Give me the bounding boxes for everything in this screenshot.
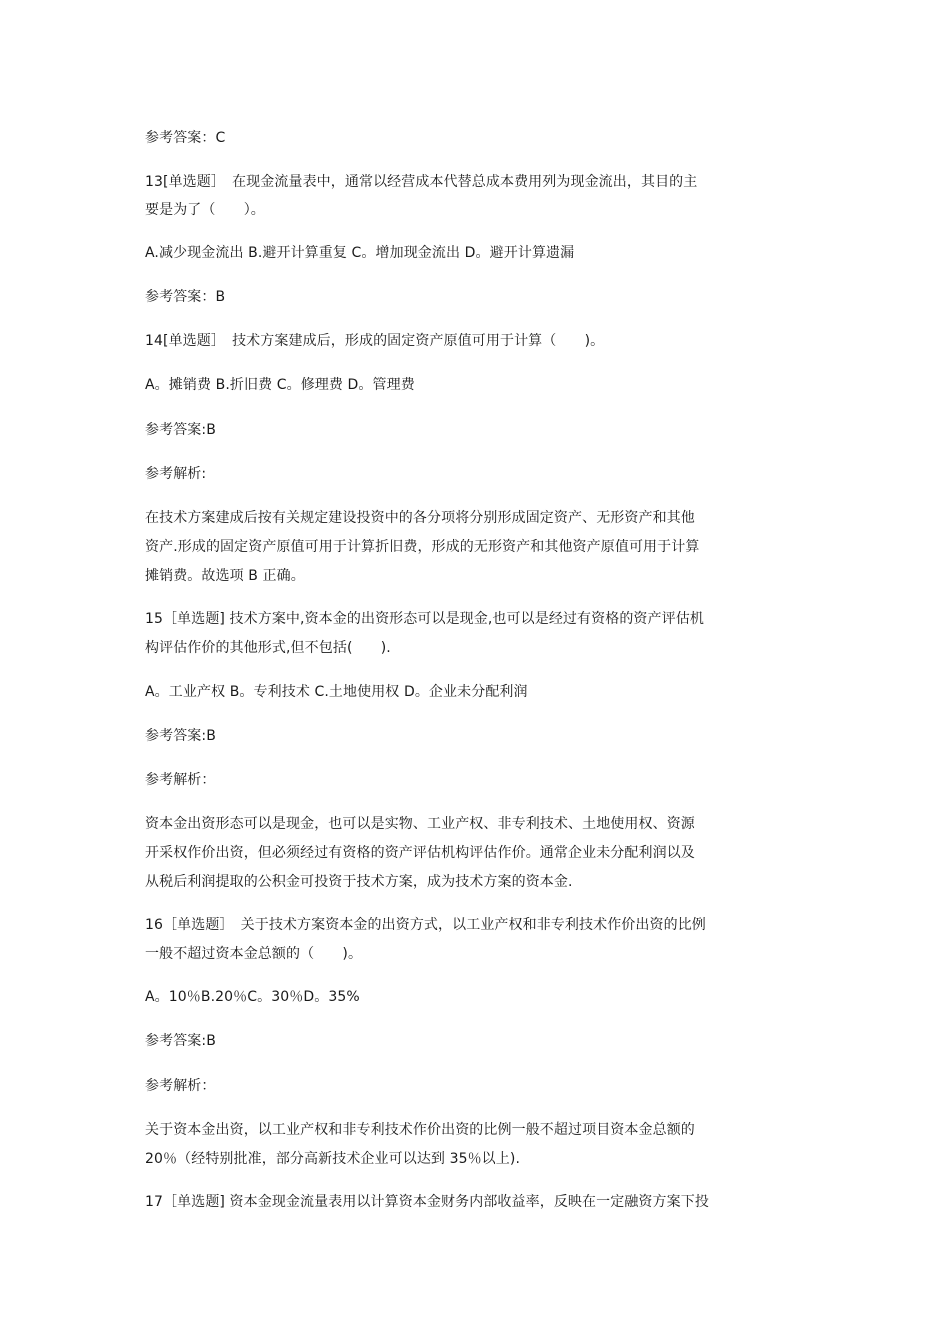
analysis-14-line-3: 摊销费。故选项 B 正确。: [145, 568, 305, 584]
question-13-line-1: 13[单选题］ 在现金流量表中，通常以经营成本代替总成本费用列为现金流出，其目的主: [145, 174, 698, 190]
question-13-options: A.减少现金流出 B.避开计算重复 C。增加现金流出 D。避开计算遗漏: [145, 245, 575, 261]
analysis-14-heading: 参考解析:: [145, 466, 207, 482]
question-14-options: A。摊销费 B.折旧费 C。修理费 D。管理费: [145, 377, 415, 393]
analysis-16-heading: 参考解析：: [145, 1078, 216, 1094]
analysis-16-line-2: 20％（经特别批准，部分高新技术企业可以达到 35％以上).: [145, 1151, 520, 1167]
question-15-options: A。工业产权 B。专利技术 C.土地使用权 D。企业未分配利润: [145, 684, 528, 700]
answer-14: 参考答案:B: [145, 422, 216, 438]
analysis-14-line-2: 资产.形成的固定资产原值可用于计算折旧费，形成的无形资产和其他资产原值可用于计算: [145, 539, 700, 555]
question-16-line-1: 16［单选题］ 关于技术方案资本金的出资方式，以工业产权和非专利技术作价出资的比例: [145, 917, 706, 933]
answer-15: 参考答案:B: [145, 728, 216, 744]
analysis-15-line-1: 资本金出资形态可以是现金，也可以是实物、工业产权、非专利技术、土地使用权、资源: [145, 816, 695, 832]
question-15-line-2: 构评估作价的其他形式,但不包括( ).: [145, 640, 391, 656]
question-15-line-1: 15［单选题] 技术方案中,资本金的出资形态可以是现金,也可以是经过有资格的资产评估机: [145, 611, 704, 627]
question-16-line-2: 一般不超过资本金总额的（ )。: [145, 946, 363, 962]
question-14: 14[单选题］ 技术方案建成后，形成的固定资产原值可用于计算（ )。: [145, 333, 605, 349]
analysis-15-line-2: 开采权作价出资，但必须经过有资格的资产评估机构评估作价。通常企业未分配利润以及: [145, 845, 695, 861]
question-16-options: A。10％B.20％C。30％D。35%: [145, 989, 360, 1005]
analysis-16-line-1: 关于资本金出资，以工业产权和非专利技术作价出资的比例一般不超过项目资本金总额的: [145, 1122, 695, 1138]
answer-16: 参考答案:B: [145, 1033, 216, 1049]
analysis-14-line-1: 在技术方案建成后按有关规定建设投资中的各分项将分别形成固定资产、无形资产和其他: [145, 510, 695, 526]
question-13-line-2: 要是为了（ ）。: [145, 202, 265, 218]
analysis-15-heading: 参考解析：: [145, 772, 216, 788]
analysis-15-line-3: 从税后利润提取的公积金可投资于技术方案，成为技术方案的资本金.: [145, 874, 573, 890]
question-17-line-1: 17［单选题] 资本金现金流量表用以计算资本金财务内部收益率，反映在一定融资方案下投: [145, 1194, 709, 1210]
answer-13: 参考答案：B: [145, 289, 226, 305]
answer-12: 参考答案：C: [145, 130, 226, 146]
